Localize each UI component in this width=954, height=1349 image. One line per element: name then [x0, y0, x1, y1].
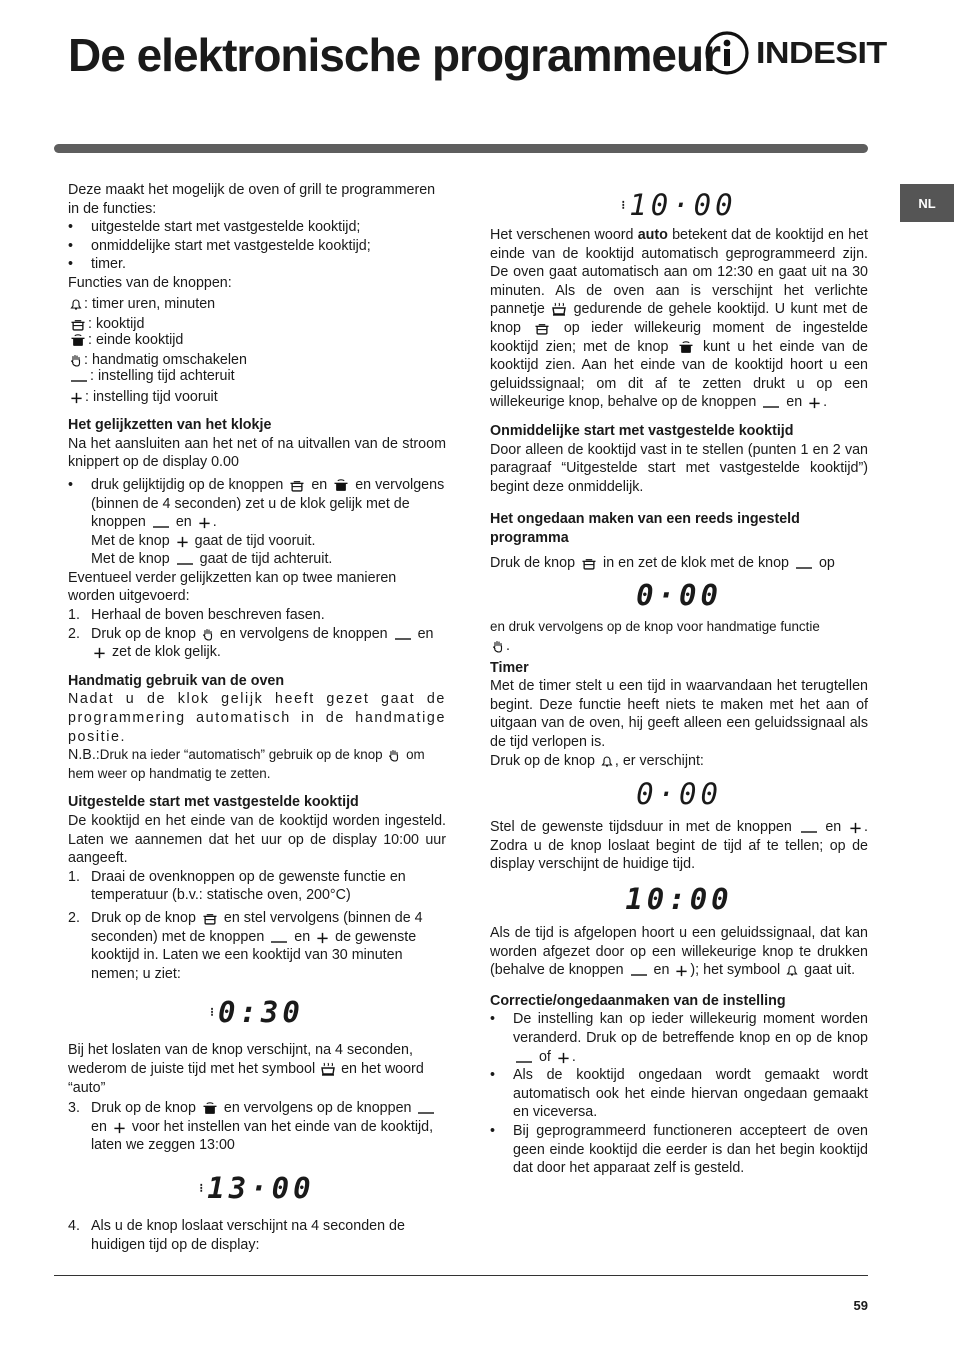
cooking-pot-icon: [552, 302, 566, 316]
display-readout: ⁝ 0:30: [210, 995, 304, 1030]
intro-text: Deze maakt het mogelijk de oven of grill te programmeren in de functies:: [68, 182, 436, 217]
paragraph: Het verschenen woord auto betekent dat de kooktijd en het einde van de kooktijd automatisch geprogrammeerd zijn. De oven gaat automatisch aan om 12:30 en gaat uit na 30 minuten. Als de oven aan is verschijnt het verlichte pannetje gedurende de gehele kooktijd. U kunt met de knop op ieder willekeurig moment de ingestelde kooktijd zien; met de knop kunt u het einde van de kooktijd zien. Aan het einde van de kooktijd hoort u een geluidssignaal; om dit af te zetten drukt u op een willekeurige knop, behalve op de knoppen en .: [490, 227, 868, 411]
left-column: [68, 181, 446, 1254]
paragraph: Als de tijd is afgelopen hoort u een geluidssignaal, dat kan worden afgezet door op een willekeurige knop te drukken (behalve de knoppen en ); het symbool gaat uit.: [490, 925, 868, 979]
right-column: [490, 188, 868, 1178]
list-item: • druk gelijktijdig op de knoppen en en vervolgens (binnen de 4 seconden) zet u de klok gelijk met de knoppen en .: [68, 476, 445, 531]
paragraph: Druk de knop in en zet de klok met de knop op: [490, 554, 835, 571]
pot-lid-icon: [202, 1102, 218, 1115]
note: N.B.:Druk na ieder “automatisch” gebruik op de knop om hem weer op handmatig te zetten.: [68, 747, 425, 781]
function-row: : instelling tijd achteruit: [68, 367, 446, 386]
list-item: 1. Draai de ovenknoppen op de gewenste functie en temperatuur (b.v.: statische oven, 200°C): [68, 868, 406, 904]
plus-icon: [808, 396, 821, 409]
minus-icon: [417, 1103, 435, 1115]
pot-icon: [70, 318, 86, 331]
paragraph: Na het aansluiten aan het net of na uitvallen van de stroom knippert op de display 0.00: [68, 435, 446, 471]
function-row: : instelling tijd vooruit: [68, 388, 446, 407]
plus-icon: [176, 535, 189, 548]
plus-icon: [316, 931, 329, 944]
minus-icon: [270, 932, 288, 944]
list-item: 1. Herhaal de boven beschreven fasen.: [68, 607, 325, 624]
display-readout: 10:00: [625, 881, 733, 916]
paragraph: Met de knop gaat de tijd vooruit.: [91, 532, 316, 549]
list-item: • Als de kooktijd ongedaan wordt gemaakt wordt automatisch ook het einde hiervan ongedaan gemaakt en viceversa.: [490, 1067, 868, 1121]
section-heading: Timer: [490, 659, 529, 676]
hand-icon: [492, 640, 504, 653]
list-item: • timer.: [68, 256, 126, 273]
paragraph: Stel de gewenste tijdsduur in met de knoppen en . Zodra u de knop loslaat begint de tijd af te tellen; op de display verschijnt de huidige tijd.: [490, 819, 868, 873]
brand-name: INDESIT: [756, 35, 887, 70]
list-item: 4. Als u de knop loslaat verschijnt na 4 seconden de huidigen tijd op de display:: [68, 1217, 405, 1253]
minus-icon: [70, 371, 88, 383]
section-heading: Het gelijkzetten van het klokje: [68, 417, 272, 434]
function-row: : einde kooktijd: [68, 331, 446, 350]
paragraph: en druk vervolgens op de knop voor handmatige functie: [490, 619, 820, 635]
pot-icon: [289, 479, 305, 492]
cooking-pot-icon: [321, 1062, 335, 1076]
hand-icon: [70, 354, 82, 367]
functions-label: Functies van de knoppen:: [68, 274, 232, 291]
function-row: : timer uren, minuten: [68, 295, 446, 314]
paragraph: Met de timer stelt u een tijd in waarvandaan het terugtellen begint. Deze functie heeft niets te maken met het aan of uitgaan van de oven, hij geeft alleen een geluidssignaal als de tijd verlopen is.: [490, 678, 868, 751]
pot-lid-icon: [678, 341, 694, 354]
paragraph: Druk op de knop , er verschijnt:: [490, 752, 704, 769]
pot-lid-icon: [333, 479, 349, 492]
plus-icon: [70, 391, 83, 404]
plus-icon: [113, 1121, 126, 1134]
list-item: • uitgestelde start met vastgestelde kooktijd;: [68, 219, 361, 236]
bell-icon: [601, 755, 613, 768]
footer-rule: [54, 1275, 868, 1276]
bell-icon: [786, 964, 798, 977]
minus-icon: [762, 397, 780, 409]
section-heading: Uitgestelde start met vastgestelde kooktijd: [68, 794, 359, 811]
section-heading: Onmiddelijke start met vastgestelde kooktijd: [490, 422, 794, 439]
minus-icon: [795, 558, 813, 570]
paragraph: Met de knop gaat de tijd achteruit.: [91, 551, 333, 568]
function-row: : kooktijd: [68, 315, 446, 334]
hand-icon: [388, 749, 400, 762]
minus-icon: [394, 629, 412, 641]
indesit-logo-icon: [704, 30, 750, 76]
pot-icon: [202, 912, 218, 925]
paragraph: .: [490, 637, 868, 657]
paragraph: Bij het loslaten van de knop verschijnt, na 4 seconden, wederom de juiste tijd met het symbool en het woord “auto”: [68, 1042, 424, 1096]
paragraph: Nadat u de klok gelijk heeft gezet gaat de programmering automatisch in de handmatige positie.: [68, 691, 446, 745]
paragraph: Eventueel verder gelijkzetten kan op twee manieren worden uitgevoerd:: [68, 569, 397, 605]
minus-icon: [800, 822, 818, 834]
minus-icon: [152, 517, 170, 529]
page-number: 59: [853, 1298, 868, 1313]
paragraph: Door alleen de kooktijd vast in te stellen (punten 1 en 2 van paragraaf “Uitgestelde start met vastgestelde kooktijd”) begint deze onmiddelijk.: [490, 441, 868, 495]
list-item: 2. Druk op de knop en vervolgens de knoppen en zet de klok gelijk.: [68, 625, 434, 661]
plus-icon: [93, 646, 106, 659]
section-heading: Het ongedaan maken van een reeds ingesteld programma: [490, 511, 800, 546]
paragraph: De kooktijd en het einde van de kooktijd worden ingesteld. Laten we aannemen dat het uur op de display 10:00 uur aangeeft.: [68, 813, 446, 867]
plus-icon: [849, 821, 862, 834]
display-readout: ⁝ 13·00: [199, 1170, 315, 1205]
minus-icon: [515, 1052, 533, 1064]
header-rule: [54, 144, 868, 153]
plus-icon: [198, 516, 211, 529]
language-tab: NL: [900, 184, 954, 222]
pot-lid-icon: [70, 334, 86, 347]
list-item: • onmiddelijke start met vastgestelde kooktijd;: [68, 237, 371, 254]
bell-icon: [70, 298, 82, 311]
list-item: • Bij geprogrammeerd functioneren accepteert de oven geen einde kooktijd die eerder is dan het begin kooktijd dat door het apparaat zelf is gesteld.: [490, 1122, 868, 1177]
minus-icon: [630, 965, 648, 977]
display-readout: 0·00: [636, 776, 722, 811]
plus-icon: [675, 964, 688, 977]
plus-icon: [557, 1051, 570, 1064]
function-row: : handmatig omschakelen: [68, 351, 446, 370]
minus-icon: [176, 554, 194, 566]
list-item: 3. Druk op de knop en vervolgens op de knoppen en voor het instellen van het einde van de kooktijd, laten we zeggen 13:00: [68, 1099, 446, 1155]
display-readout: ⁝ 10·00: [621, 187, 737, 222]
section-heading: Correctie/ongedaanmaken van de instelling: [490, 992, 786, 1009]
hand-icon: [202, 628, 214, 641]
pot-icon: [581, 557, 597, 570]
list-item: 2. Druk op de knop en stel vervolgens (binnen de 4 seconden) met de knoppen en de gewenste kooktijd in. Laten we een kooktijd van 30 minuten nemen; u ziet:: [68, 909, 423, 982]
list-item: • De instelling kan op ieder willekeurig moment worden veranderd. Druk op de betreffende knop en op de knop of .: [490, 1011, 868, 1065]
section-heading: Handmatig gebruik van de oven: [68, 672, 285, 689]
brand-logo: [704, 30, 887, 76]
display-readout: 0·00: [636, 577, 722, 612]
pot-icon: [534, 322, 550, 335]
page-title: De elektronische programmeur: [68, 29, 721, 81]
